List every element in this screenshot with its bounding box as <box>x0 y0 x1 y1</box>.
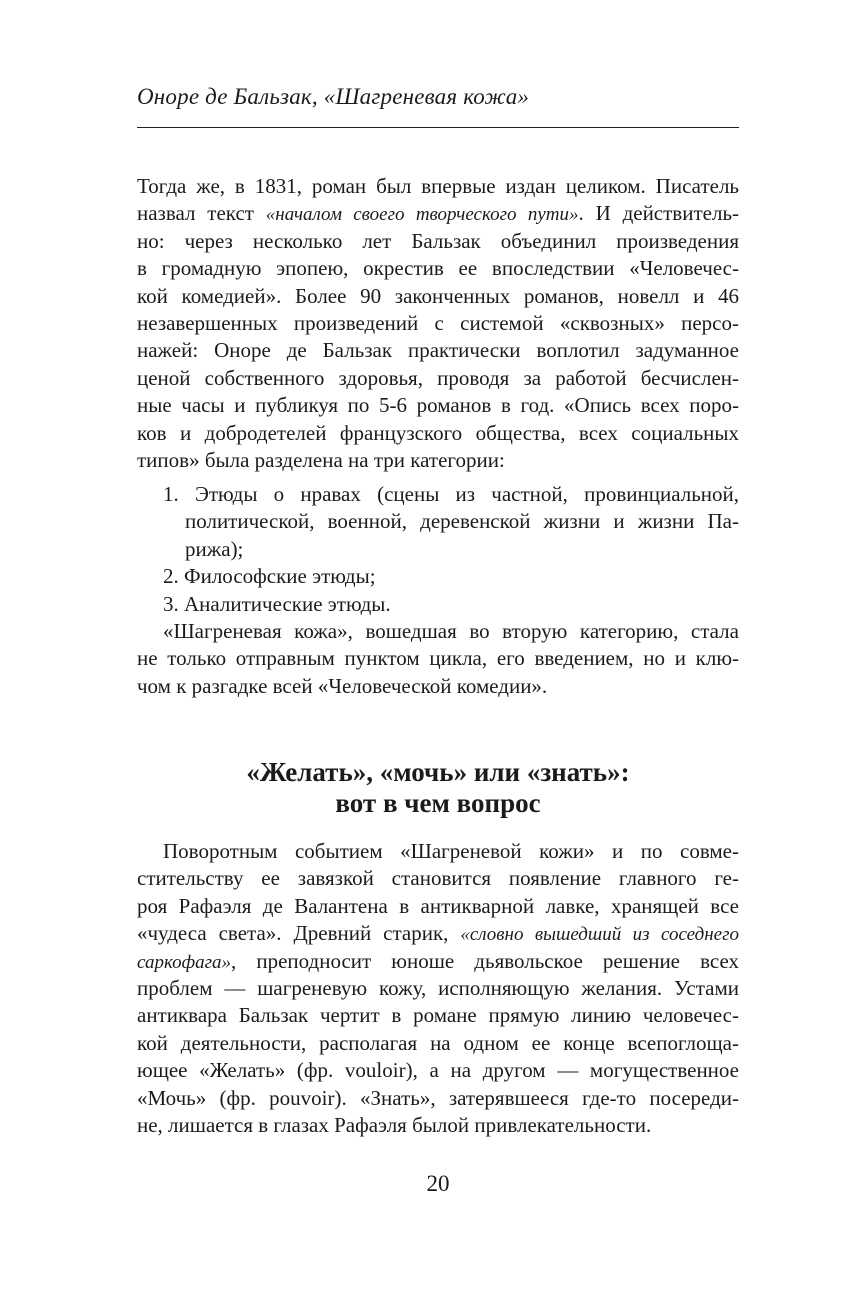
text-line: не только отправным пунктом цикла, его введением, но и клю- <box>137 646 739 671</box>
running-header: Оноре де Бальзак, «Шагреневая кожа» <box>137 84 530 109</box>
paragraph-intro <box>137 173 739 474</box>
paragraph-plot <box>137 838 739 1139</box>
list-item-continuation: рижа); <box>185 536 244 561</box>
header-rule <box>137 127 739 128</box>
text-line: Поворотным событием «Шагреневой кожи» и по совме- <box>163 839 739 863</box>
text-line: ков и добродетелей французского общества, всех социальных <box>137 420 739 445</box>
text-line: кой деятельности, располагая на одном ее конце всепоглоща- <box>137 1030 739 1055</box>
text-line: в громадную эпопею, окрестив ее впоследствии «Человечес- <box>137 256 739 281</box>
paragraph-conclusion <box>137 618 739 700</box>
text-line: ценой собственного здоровья, проводя за работой бесчислен- <box>137 365 739 390</box>
text-line: Тогда же, в 1831, роман был впервые издан целиком. Писатель <box>137 174 739 198</box>
text-line: чом к разгадке всей «Человеческой комедии». <box>137 673 548 698</box>
page-number: 20 <box>426 1171 450 1196</box>
text-fragment: назвал текст <box>137 201 266 226</box>
text-line: «Шагреневая кожа», вошедшая во вторую категорию, стала <box>163 619 739 643</box>
section-heading-line: вот в чем вопрос <box>335 788 541 818</box>
section-heading-line: «Желать», «мочь» или «знать»: <box>246 757 630 787</box>
text-line <box>137 200 739 227</box>
text-line: роя Рафаэля де Валантена в антикварной лавке, хранящей все <box>137 893 739 918</box>
text-line <box>137 948 739 975</box>
quote-fragment: «словно вышедший из соседнего <box>460 924 740 946</box>
list-item: 3. Аналитические этюды. <box>163 591 391 616</box>
text-line: кой комедией». Более 90 законченных романов, новелл и 46 <box>137 283 739 308</box>
author-quote: «началом своего творческого пути» <box>265 204 579 226</box>
text-line: ющее «Желать» (фр. vouloir), а на другом — могущественное <box>137 1058 739 1083</box>
list-item: 1. Этюды о нравах (сцены из частной, провинциальной, <box>163 482 739 506</box>
section-heading <box>137 757 739 819</box>
text-line: антиквара Бальзак чертит в романе прямую линию человечес- <box>137 1003 739 1028</box>
text-line: типов» была разделена на три категории: <box>137 447 505 472</box>
text-fragment: , преподносит юноше дьявольское решение всех <box>231 948 739 973</box>
text-line: нажей: Оноре де Бальзак практически воплотил задуманное <box>137 338 739 363</box>
text-line: но: через несколько лет Бальзак объединил произведения <box>137 228 739 253</box>
text-line: незавершенных произведений с системой «сквозных» персо- <box>137 310 739 335</box>
text-fragment: «чудеса света». Древний старик, <box>137 921 461 946</box>
text-line: «Мочь» (фр. pouvoir). «Знать», затерявшееся где-то посереди- <box>137 1085 739 1110</box>
list-item: 2. Философские этюды; <box>163 564 376 589</box>
text-line <box>137 920 739 947</box>
text-fragment: . И действитель- <box>578 201 740 226</box>
category-list <box>137 481 739 618</box>
quote-fragment: саркофага» <box>137 951 232 973</box>
text-line: не, лишается в глазах Рафаэля былой привлекательности. <box>137 1112 652 1137</box>
list-item-continuation: политической, военной, деревенской жизни и жизни Па- <box>185 509 739 534</box>
text-line: проблем — шагреневую кожу, исполняющую желания. Устами <box>137 975 739 1000</box>
text-line: ные часы и публикуя по 5-6 романов в год. «Опись всех поро- <box>137 393 739 418</box>
text-line: стительству ее завязкой становится появление главного ге- <box>137 866 739 891</box>
